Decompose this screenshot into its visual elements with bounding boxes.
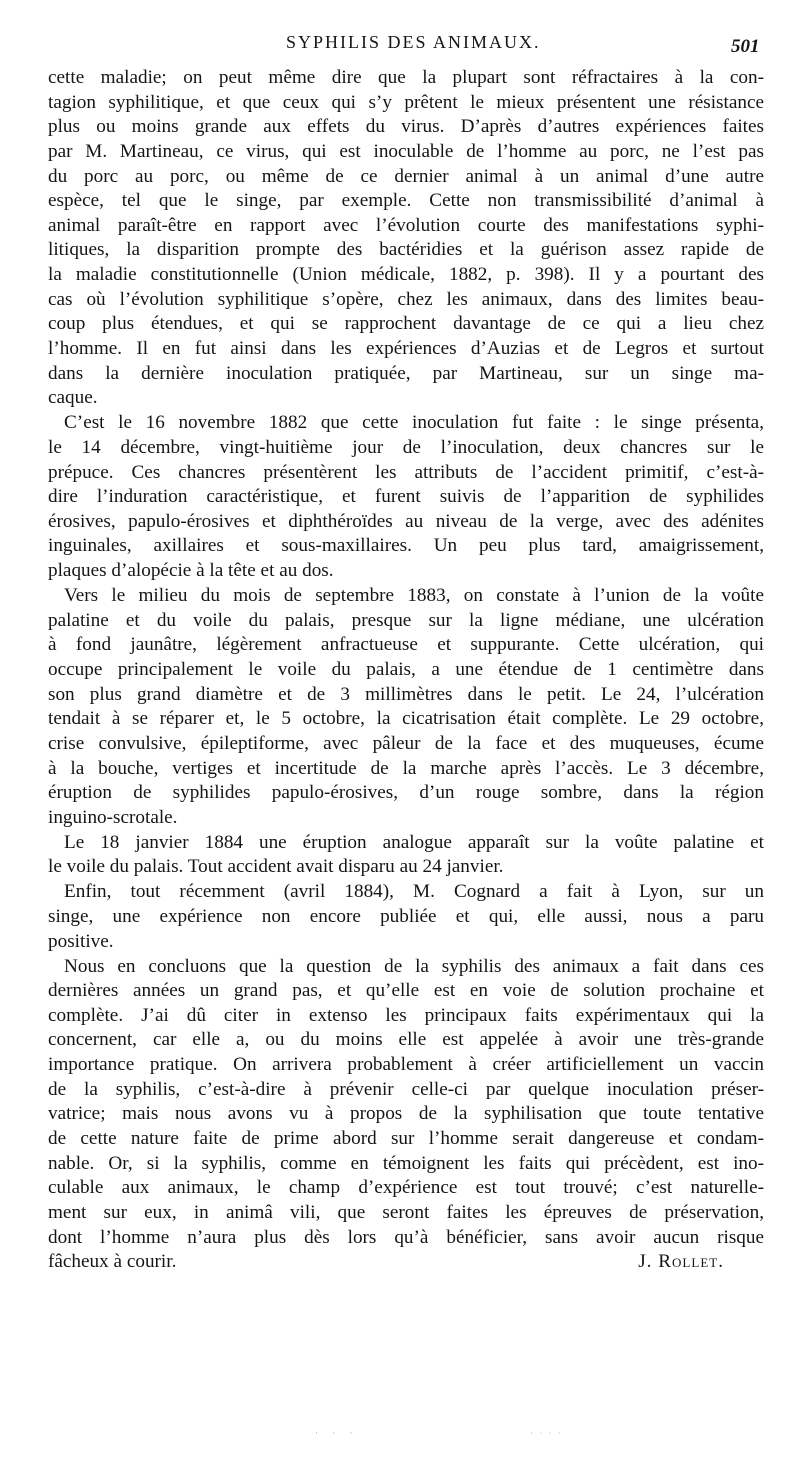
text-line: son plus grand diamètre et de 3 millimètres dans le petit. Le 24, l’ulcération <box>48 683 764 705</box>
text-line: tendait à se réparer et, le 5 octobre, la cicatrisation était complète. Le 29 octobre, <box>48 708 764 730</box>
text-line: fâcheux à courir. <box>48 1251 177 1273</box>
text-line: Vers le milieu du mois de septembre 1883, on constate à l’union de la voûte <box>64 585 764 607</box>
text-line: tagion syphilitique, et que ceux qui s’y prêtent le mieux présentent une résistance <box>48 91 764 113</box>
text-line: dont l’homme n’aura plus dès lors qu’à bénéficier, sans avoir aucun risque <box>48 1226 764 1248</box>
text-line: dernières années un grand pas, et qu’elle est en voie de solution prochaine et <box>48 980 764 1002</box>
text-line: le 14 décembre, vingt-huitième jour de l’inoculation, deux chancres sur le <box>48 436 764 458</box>
body-text <box>48 66 764 1275</box>
text-line: occupe principalement le voile du palais, a une étendue de 1 centimètre dans <box>48 658 764 680</box>
text-line: dire l’induration caractéristique, et furent suivis de l’apparition de syphilides <box>48 486 764 508</box>
text-line: complète. J’ai dû citer in extenso les principaux faits expérimentaux qui la <box>48 1004 764 1026</box>
text-line: à fond jaunâtre, légèrement anfractueuse et suppurante. Cette ulcération, qui <box>48 634 764 656</box>
text-line: de la syphilis, c’est-à-dire à prévenir celle-ci par quelque inoculation préser- <box>48 1078 764 1100</box>
text-line: le voile du palais. Tout accident avait disparu au 24 janvier. <box>48 856 504 878</box>
text-line: l’homme. Il en fut ainsi dans les expériences d’Auzias et de Legros et surtout <box>48 338 764 360</box>
text-line: crise convulsive, épileptiforme, avec pâleur de la face et des muqueuses, écume <box>48 732 764 754</box>
text-line: palatine et du voile du palais, presque sur la ligne médiane, une ulcération <box>48 609 764 631</box>
text-line: positive. <box>48 930 114 952</box>
text-line: plaques d’alopécie à la tête et au dos. <box>48 560 334 582</box>
text-line: prépuce. Ces chancres présentèrent les attributs de l’accident primitif, c’est-à- <box>48 461 764 483</box>
text-line: importance pratique. On arrivera probablement à créer artificiellement un vaccin <box>48 1054 764 1076</box>
text-line: à la bouche, vertiges et incertitude de la marche après l’accès. Le 3 décembre, <box>48 757 764 779</box>
text-line: érosives, papulo-érosives et diphthéroïdes au niveau de la verge, avec des adénites <box>48 510 764 532</box>
text-line: cette maladie; on peut même dire que la plupart sont réfractaires à la con- <box>48 67 764 88</box>
text-line: cas où l’évolution syphilitique s’opère, chez les animaux, dans des limites beau- <box>48 288 764 310</box>
text-line: inguino-scrotale. <box>48 806 178 828</box>
page-footer <box>0 1428 800 1442</box>
text-line: C’est le 16 novembre 1882 que cette inoculation fut faite : le singe présenta, <box>64 412 764 434</box>
text-line: plus ou moins grande aux effets du virus. D’après d’autres expériences faites <box>48 116 764 138</box>
text-line: inguinales, axillaires et sous-maxillaires. Un peu plus tard, amaigrissement, <box>48 535 764 557</box>
running-title: SYPHILIS DES ANIMAUX. <box>286 32 541 52</box>
paragraph <box>48 66 764 411</box>
text-line: singe, une expérience non encore publiée et qui, elle aussi, nous a paru <box>48 905 764 927</box>
text-line: Nous en concluons que la question de la syphilis des animaux a fait dans ces <box>64 955 764 977</box>
text-line-with-signature <box>48 1250 764 1275</box>
text-line: concernent, car elle a, ou du moins elle est appelée à avoir une très-grande <box>48 1029 764 1051</box>
paragraph <box>48 955 764 1275</box>
footer-faint-text: · · · · <box>530 1428 563 1438</box>
text-line: caque. <box>48 387 98 409</box>
paragraph <box>48 880 764 954</box>
text-line: ment sur eux, in animâ vili, que seront faites les épreuves de préservation, <box>48 1201 764 1223</box>
text-line: Le 18 janvier 1884 une éruption analogue apparaît sur la voûte palatine et <box>64 831 764 853</box>
text-line: la maladie constitutionnelle (Union médicale, 1882, p. 398). Il y a pourtant des <box>48 264 764 286</box>
page-header <box>0 32 800 60</box>
page-number: 501 <box>731 36 760 57</box>
text-line: éruption de syphilides papulo-érosives, d’un rouge sombre, dans la région <box>48 782 764 804</box>
author-signature: J. Rollet. <box>638 1251 724 1273</box>
text-line: de cette nature faite de prime abord sur l’homme serait dangereuse et condam- <box>48 1128 764 1150</box>
paragraph <box>48 411 764 583</box>
paragraph <box>48 584 764 830</box>
text-line: par M. Martineau, ce virus, qui est inoculable de l’homme au porc, ne l’est pas <box>48 140 764 162</box>
text-line: Enfin, tout récemment (avril 1884), M. Cognard a fait à Lyon, sur un <box>64 881 764 903</box>
text-line: dans la dernière inoculation pratiquée, par Martineau, sur un singe ma- <box>48 362 764 384</box>
text-line: du porc au porc, ou même de ce dernier animal à un animal d’une autre <box>48 165 764 187</box>
text-line: litiques, la disparition prompte des bactéridies et la guérison assez rapide de <box>48 239 764 261</box>
text-line: nable. Or, si la syphilis, comme en témoignent les faits qui précèdent, est ino- <box>48 1152 764 1174</box>
text-line: animal paraît-être en rapport avec l’évolution courte des manifestations syphi- <box>48 214 764 236</box>
paragraph <box>48 831 764 880</box>
text-line: coup plus étendues, et qui se rapprochent davantage de ce qui a lieu chez <box>48 313 764 335</box>
footer-dots: · · · <box>315 1428 359 1438</box>
text-line: espèce, tel que le singe, par exemple. Cette non transmissibilité d’animal à <box>48 190 764 212</box>
text-line: culable aux animaux, le champ d’expérience est tout trouvé; c’est naturelle- <box>48 1177 764 1199</box>
text-line: vatrice; mais nous avons vu à propos de la syphilisation que toute tentative <box>48 1103 764 1125</box>
